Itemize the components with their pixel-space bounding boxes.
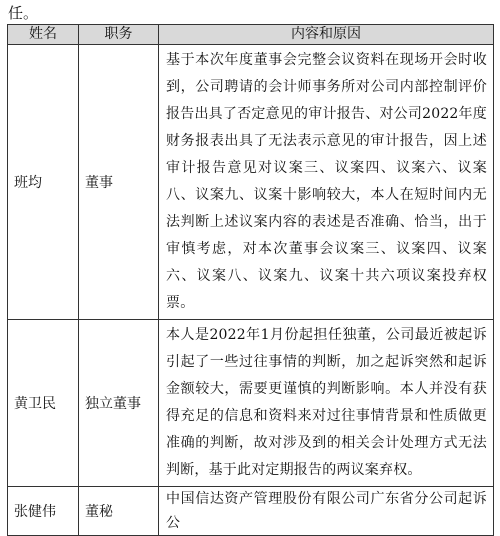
header-content: 内容和原因: [159, 25, 494, 45]
row-name: 张健伟: [8, 487, 79, 536]
row-name: 黄卫民: [8, 320, 79, 487]
header-name: 姓名: [8, 25, 79, 45]
row-content: 本人是2022年1月份起担任独董，公司最近被起诉引起了一些过往事情的判断，加之起诉突然和起诉金额较大，需要更谨慎的判断影响。本人并没有获得充足的信息和资料来对过往事情背景和性质做更准确的判断，故对涉及到的相关会计处理方式无法判断，基于此对定期报告的两议案弃权。: [159, 320, 494, 487]
table-row: [8, 320, 494, 487]
opinion-table: [7, 24, 494, 536]
row-content: 中国信达资产管理股份有限公司广东省分公司起诉公: [159, 487, 494, 536]
row-name: 班均: [8, 45, 79, 320]
row-role: 董事: [79, 45, 159, 320]
header-role: 职务: [79, 25, 159, 45]
lead-text: 任。: [8, 4, 39, 22]
row-content: 基于本次年度董事会完整会议资料在现场开会时收到，公司聘请的会计师事务所对公司内部控制评价报告出具了否定意见的审计报告、对公司2022年度财务报表出具了无法表示意见的审计报告，因上述审计报告意见对议案三、议案四、议案六、议案八、议案九、议案十影响较大，本人在短时间内无法判断上述议案内容的表述是否准确、恰当，出于审慎考虑，对本次董事会议案三、议案四、议案六、议案八、议案九、议案十共六项议案投弃权票。: [159, 45, 494, 320]
row-role: 独立董事: [79, 320, 159, 487]
table-row: [8, 487, 494, 536]
row-role: 董秘: [79, 487, 159, 536]
table-header-row: [8, 25, 494, 45]
table-row: [8, 45, 494, 320]
